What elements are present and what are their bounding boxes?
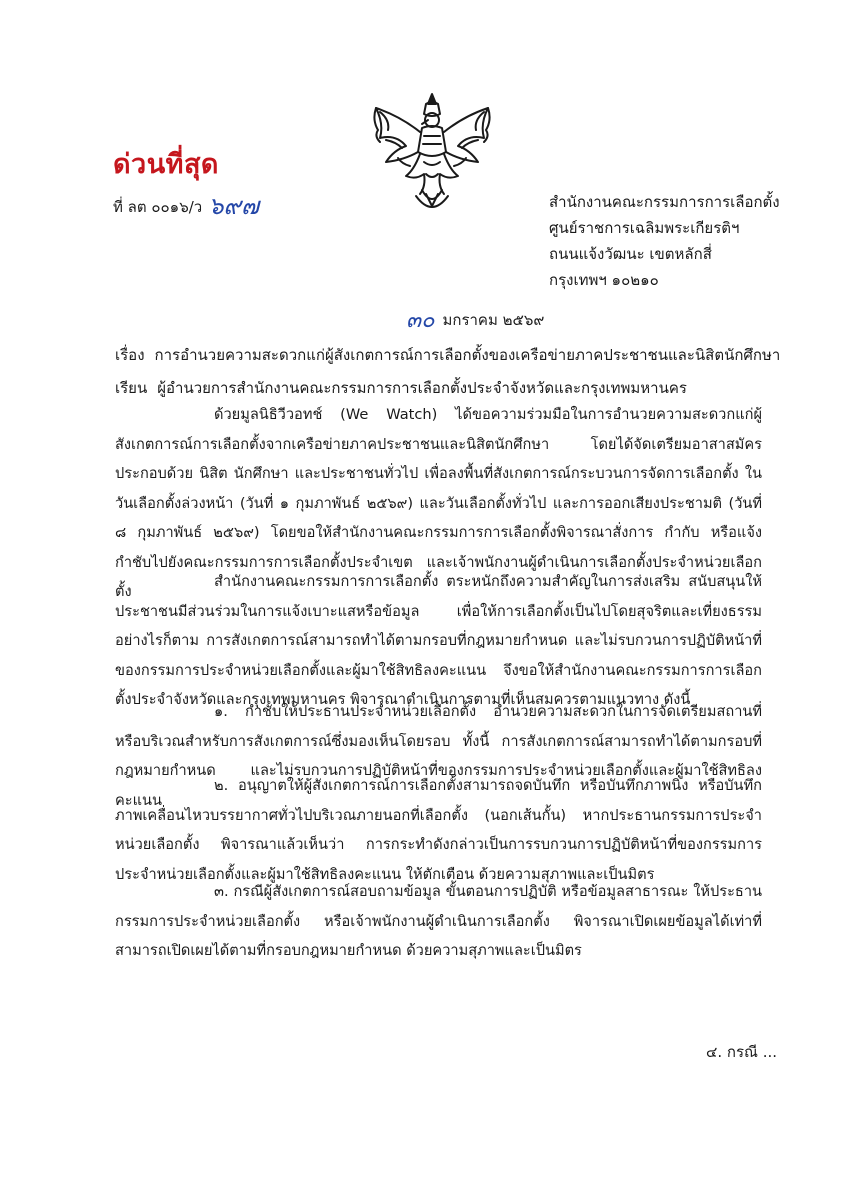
body-paragraph-2: สำนักงานคณะกรรมการการเลือกตั้ง ตระหนักถึงความสำคัญในการส่งเสริม สนับสนุนให้ประชาชนมีส่วนร่วมในการแจ้งเบาะแสหรือข้อมูล เพื่อให้การเลือกตั้งเป็นไปโดยสุจริตและเที่ยงธรรม อย่างไรก็ตาม การสังเกตการณ์สามารถทำได้ตามกรอบที่กฎหมายกำหนด และไม่รบกวนการปฏิบัติหน้าที่ของกรรมการประจำหน่วยเลือกตั้งและผู้มาใช้สิทธิลงคะแนน จึงขอให้สำนักงานคณะกรรมการการเลือกตั้งประจำจังหวัดและกรุงเทพมหานคร พิจารณาดำเนินการตามที่เห็นสมควรตามแนวทาง ดังนี้ xyxy=(115,573,762,708)
address-line-3: ถนนแจ้งวัฒนะ เขตหลักสี่ xyxy=(549,245,712,263)
subject-label: เรื่อง xyxy=(115,346,145,364)
reference-number xyxy=(113,186,259,225)
guideline-item-2: ๒. อนุญาตให้ผู้สังเกตการณ์การเลือกตั้งสามารถจดบันทึก หรือบันทึกภาพนิ่ง หรือบันทึกภาพเคลื่อนไหวบรรยากาศทั่วไปบริเวณภายนอกที่เลือกตั้ง (นอกเส้นกั้น) หากประธานกรรมการประจำหน่วยเลือกตั้ง พิจารณาแล้วเห็นว่า การกระทำดังกล่าวเป็นการรบกวนการปฏิบัติหน้าที่ของกรรมการประจำหน่วยเลือกตั้งและผู้มาใช้สิทธิลงคะแนน ให้ตักเตือน ด้วยความสุภาพและเป็นมิตร xyxy=(115,777,762,883)
guideline-item-1: ๑. กำชับให้ประธานประจำหน่วยเลือกตั้ง อำนวยความสะดวกในการจัดเตรียมสถานที่หรือบริเวณสำหรับการสังเกตการณ์ซึ่งมองเห็นโดยรอบ ทั้งนี้ การสังเกตการณ์สามารถทำได้ตามกรอบที่กฎหมายกำหนด และไม่รบกวนการปฏิบัติหน้าที่ของกรรมการประจำหน่วยเลือกตั้งและผู้มาใช้สิทธิลงคะแนน xyxy=(115,703,762,809)
address-line-4: กรุงเทพฯ ๑๐๒๑๐ xyxy=(549,271,659,289)
date-month-year: มกราคม ๒๕๖๙ xyxy=(442,311,545,329)
guideline-item-3: ๓. กรณีผู้สังเกตการณ์สอบถามข้อมูล ขั้นตอนการปฏิบัติ หรือข้อมูลสาธารณะ ให้ประธานกรรมการประจำหน่วยเลือกตั้ง หรือเจ้าพนักงานผู้ดำเนินการเลือกตั้ง พิจารณาเปิดเผยข้อมูลได้เท่าที่สามารถเปิดเผยได้ตามที่กรอบกฎหมายกำหนด ด้วยความสุภาพและเป็นมิตร xyxy=(115,883,762,959)
date-day-handwritten: ๓๐ xyxy=(406,308,435,333)
urgency-label: ด่วนที่สุด xyxy=(113,149,219,180)
recipient-line xyxy=(115,376,687,400)
reference-prefix: ที่ ลต ๐๐๑๖/ว xyxy=(113,198,203,216)
document-date xyxy=(406,302,544,337)
body-paragraph-1: ด้วยมูลนิธิวีวอทช์ (We Watch) ได้ขอความร่วมมือในการอำนวยความสะดวกแก่ผู้สังเกตการณ์การเลือกตั้งจากเครือข่ายภาคประชาชนและนิสิตนักศึกษา โดยได้จัดเตรียมอาสาสมัคร ประกอบด้วย นิสิต นักศึกษา และประชาชนทั่วไป เพื่อลงพื้นที่สังเกตการณ์กระบวนการจัดการเลือกตั้ง ในวันเลือกตั้งล่วงหน้า (วันที่ ๑ กุมภาพันธ์ ๒๕๖๙) และวันเลือกตั้งทั่วไป และการออกเสียงประชามติ (วันที่ ๘ กุมภาพันธ์ ๒๕๖๙) โดยขอให้สำนักงานคณะกรรมการการเลือกตั้งพิจารณาสั่งการ กำกับ หรือแจ้งกำชับไปยังคณะกรรมการการเลือกตั้งประจำเขต และเจ้าพนักงานผู้ดำเนินการเลือกตั้งประจำหน่วยเลือกตั้ง xyxy=(115,406,762,600)
recipient-label: เรียน xyxy=(115,379,148,397)
garuda-emblem-icon xyxy=(366,90,498,218)
continuation-marker: ๔. กรณี ... xyxy=(706,1043,778,1061)
recipient-text: ผู้อำนวยการสำนักงานคณะกรรมการการเลือกตั้งประจำจังหวัดและกรุงเทพมหานคร xyxy=(157,379,687,397)
subject-text: การอำนวยความสะดวกแก่ผู้สังเกตการณ์การเลือกตั้งของเครือข่ายภาคประชาชนและนิสิตนักศึกษา xyxy=(154,346,781,364)
address-line-2: ศูนย์ราชการเฉลิมพระเกียรติฯ xyxy=(549,219,740,237)
address-line-1: สำนักงานคณะกรรมการการเลือกตั้ง xyxy=(549,193,780,211)
subject-line xyxy=(115,343,780,367)
reference-handwritten-number: ๖๙๗ xyxy=(208,192,260,220)
